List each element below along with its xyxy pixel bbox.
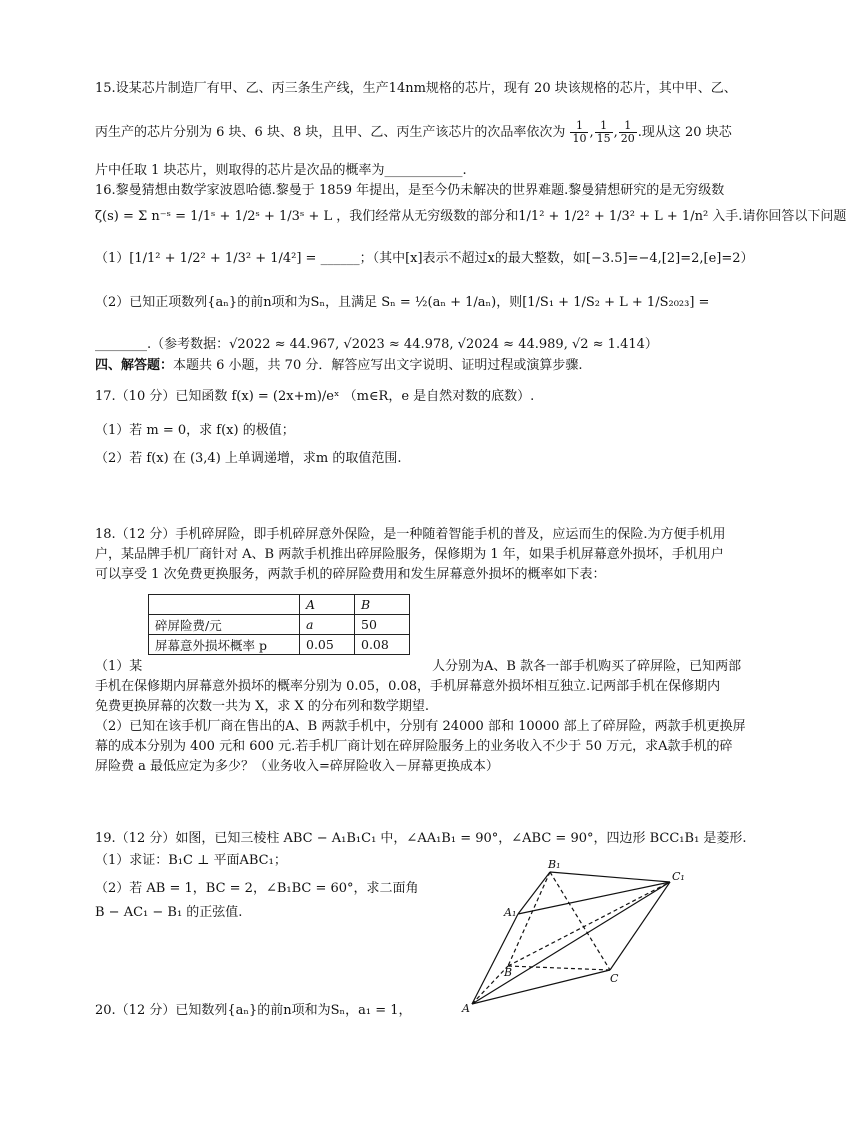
q15-line2-post: .现从这 20 块芯 xyxy=(637,125,732,140)
table-header-cell xyxy=(149,595,300,615)
table-header-row xyxy=(149,595,410,615)
section4-header xyxy=(95,357,583,375)
q16-line2 xyxy=(95,208,846,226)
label-C: C xyxy=(610,972,619,985)
q19-part2-line1: （2）若 AB = 1，BC = 2，∠B₁BC = 60°，求二面角 xyxy=(95,881,419,896)
section4-desc: 本题共 6 小题，共 70 分．解答应写出文字说明、证明过程或演算步骤. xyxy=(173,358,583,373)
q19-stem: 19.（12 分）如图，已知三棱柱 ABC − A₁B₁C₁ 中，∠AA₁B₁ = 90°，∠ABC = 90°，四边形 BCC₁B₁ 是菱形. xyxy=(95,831,747,846)
q18-part1-line3: 免费更换屏幕的次数一共为 X，求 X 的分布列和数学期望. xyxy=(95,699,430,714)
table-cell: 屏幕意外损坏概率 p xyxy=(149,635,300,655)
q18-line1: 18.（12 分）手机碎屏险，即手机碎屏意外保险，是一种随着智能手机的普及，应运而生的保险.为方便手机用 xyxy=(95,527,726,542)
table-cell: 碎屏险费/元 xyxy=(149,615,300,635)
table-header-cell: B xyxy=(355,595,410,615)
label-A: A xyxy=(462,1002,470,1015)
q18-table xyxy=(148,594,410,655)
table-header-cell: A xyxy=(300,595,355,615)
q18-part2-line3: 屏险费 a 最低应定为多少？（业务收入=碎屏险收入－屏幕更换成本） xyxy=(95,759,499,774)
table-row xyxy=(149,635,410,655)
q15-line3: 片中任取 1 块芯片，则取得的芯片是次品的概率为____________. xyxy=(95,163,467,178)
q18-line3: 可以享受 1 次免费更换服务，两款手机的碎屏险费用和发生屏幕意外损坏的概率如下表： xyxy=(95,567,606,582)
q16-partial-sum: 1/1² + 1/2² + 1/3² + L + 1/n² 入手.请你回答以下问题 xyxy=(518,209,846,224)
prism-figure xyxy=(460,858,690,1018)
q16-part1: （1）[1/1² + 1/2² + 1/3² + 1/4²] = ______；（其中[x]表示不超过x的最大整数，如[−3.5]=−4,[2]=2,[e]=2） xyxy=(95,251,754,266)
label-A1: A₁ xyxy=(504,906,517,919)
q15-line2-pre: 丙生产的芯片分别为 6 块、6 块、8 块，且甲、乙、丙生产该芯片的次品率依次为 xyxy=(95,125,566,140)
label-B: B xyxy=(504,966,513,979)
q19-part1: （1）求证：B₁C ⊥ 平面ABC₁； xyxy=(95,853,287,868)
q15-line1: 15.设某芯片制造厂有甲、乙、丙三条生产线，生产14nm规格的芯片，现有 20 块该规格的芯片，其中甲、乙、 xyxy=(95,81,737,96)
q18-part1-line2: 手机在保修期内屏幕意外损坏的概率分别为 0.05，0.08，手机屏幕意外损坏相互独立.记两部手机在保修期内 xyxy=(95,679,721,694)
table-row xyxy=(149,615,410,635)
q17-part1: （1）若 m = 0，求 f(x) 的极值； xyxy=(95,423,295,438)
label-B1: B₁ xyxy=(548,858,561,871)
q16-line1: 16.黎曼猜想由数学家波恩哈德.黎曼于 1859 年提出，是至今仍未解决的世界难题.黎曼猜想研究的是无穷级数 xyxy=(95,183,725,198)
q18-part2-line2: 幕的成本分别为 400 元和 600 元.若手机厂商计划在碎屏险服务上的业务收入不少于 50 万元，求A款手机的碎 xyxy=(95,739,733,754)
q16-part2-ref: ________.（参考数据：√2022 ≈ 44.967, √2023 ≈ 44.978, √2024 ≈ 44.989, √2 ≈ 1.414） xyxy=(95,337,658,352)
q15-frac-3: $\frac{1}{20}$ xyxy=(620,119,635,145)
table-cell: a xyxy=(300,615,355,635)
table-cell: 0.08 xyxy=(355,635,410,655)
table-cell: 0.05 xyxy=(300,635,355,655)
q18-part2-line1: （2）已知在该手机厂商在售出的A、B 两款手机中，分别有 24000 部和 10000 部上了碎屏险，两款手机更换屏 xyxy=(95,719,746,734)
q15-frac-1: $\frac{1}{10}$ xyxy=(572,119,587,145)
q18-part1-cont: 人分别为A、B 款各一部手机购买了碎屏险，已知两部 xyxy=(432,659,742,674)
q18-part1-start: （1）某 xyxy=(95,659,143,674)
q17-stem: 17.（10 分）已知函数 f(x) = (2x+m)/eˣ （m∈R，e 是自然对数的底数）. xyxy=(95,389,535,404)
q19-part2-line2: B − AC₁ − B₁ 的正弦值. xyxy=(95,905,243,920)
q16-zeta-series: ζ(s) = Σ n⁻ˢ = 1/1ˢ + 1/2ˢ + 1/3ˢ + L ，我们经常从无穷级数的部分和 xyxy=(95,209,519,224)
q15-line2: 丙生产的芯片分别为 6 块、6 块、8 块，且甲、乙、丙生产该芯片的次品率依次为 $\frac{1}{10}$ , $\frac{1}{15}$ , $\frac{1}{20}$ .现从这 20 块芯 xyxy=(95,119,732,145)
label-C1: C₁ xyxy=(672,870,685,883)
q15-frac-2: $\frac{1}{15}$ xyxy=(596,119,611,145)
q18-line2: 户，某品牌手机厂商针对 A、B 两款手机推出碎屏险服务，保修期为 1 年，如果手机屏幕意外损坏，手机用户 xyxy=(95,547,724,562)
q20-stem: 20.（12 分）已知数列{aₙ}的前n项和为Sₙ，a₁ = 1， xyxy=(95,1003,412,1018)
q17-part2: （2）若 f(x) 在 (3,4) 上单调递增，求m 的取值范围. xyxy=(95,451,402,466)
section4-title: 四、解答题： xyxy=(95,358,174,373)
q16-part2: （2）已知正项数列{aₙ}的前n项和为Sₙ，且满足 Sₙ = ½(aₙ + 1/aₙ)，则[1/S₁ + 1/S₂ + L + 1/S₂₀₂₃] = xyxy=(95,295,710,310)
table-cell: 50 xyxy=(355,615,410,635)
